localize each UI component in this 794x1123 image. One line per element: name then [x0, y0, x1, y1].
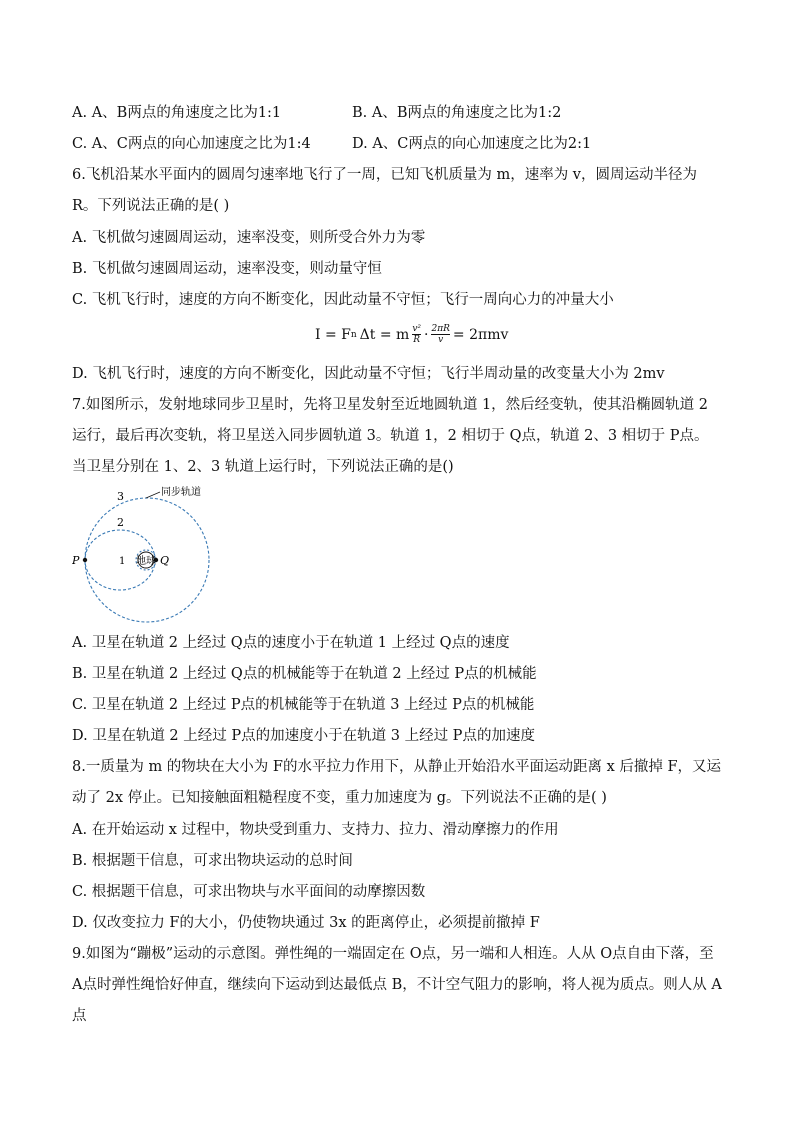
- sync-label-leader: [146, 492, 160, 498]
- formula-rhs: = 2πmv: [452, 326, 509, 343]
- fraction-v2-over-r: [412, 324, 421, 345]
- formula-mid: Δt = m: [359, 326, 410, 343]
- q6-formula: [315, 324, 508, 345]
- q8-option-c: C. 根据题干信息，可求出物块与水平面间的动摩擦因数: [72, 884, 426, 900]
- label-1: 1: [119, 556, 126, 567]
- q7-option-c: C. 卫星在轨道 2 上经过 P点的机械能等于在轨道 3 上经过 P点的机械能: [72, 697, 535, 713]
- label-sync-orbit: 同步轨道: [161, 487, 201, 498]
- orbit-diagram-svg: [72, 484, 222, 626]
- q6-option-b: B. 飞机做匀速圆周运动，速率没变，则动量守恒: [72, 261, 382, 277]
- formula-lhs: I = F: [315, 326, 351, 343]
- q6-option-d: D. 飞机飞行时，速度的方向不断变化，因此动量不守恒；飞行半周动量的改变量大小为 2mv: [72, 366, 665, 382]
- frac2-num: 2πR: [431, 324, 450, 334]
- orbit-diagram: [72, 484, 222, 626]
- formula-dot: ·: [424, 326, 429, 343]
- label-3: 3: [117, 490, 124, 503]
- q7-option-a: A. 卫星在轨道 2 上经过 Q点的速度小于在轨道 1 上经过 Q点的速度: [72, 635, 510, 651]
- label-earth: 地球: [136, 556, 156, 567]
- q5-option-d: D. A、C两点的向心加速度之比为2:1: [352, 136, 592, 152]
- q6-option-c: C. 飞机飞行时，速度的方向不断变化，因此动量不守恒；飞行一周向心力的冲量大小: [72, 292, 614, 308]
- q8-option-d: D. 仅改变拉力 F的大小，仍使物块通过 3x 的距离停止，必须提前撤掉 F: [72, 915, 540, 931]
- fraction-2pir-over-v: [431, 324, 449, 345]
- q5-option-c: C. A、C两点的向心加速度之比为1:4: [72, 136, 311, 152]
- q7-stem: 7.如图所示，发射地球同步卫星时，先将卫星发射至近地圆轨道 1，然后经变轨，使其沿椭圆轨道 2 运行，最后再次变轨，将卫星送入同步圆轨道 3。轨道 1，2 相切于 Q点，轨道 2、3 相切于 P点。当卫星分别在 1、2、3 轨道上运行时，下列说法正确的是(): [72, 397, 709, 475]
- frac1-den: R: [413, 335, 421, 345]
- label-p: P: [72, 554, 80, 567]
- formula-sub: n: [350, 329, 357, 340]
- q5-option-b: B. A、B两点的角速度之比为1:2: [352, 105, 562, 121]
- q7-option-d: D. 卫星在轨道 2 上经过 P点的加速度小于在轨道 3 上经过 P点的加速度: [72, 728, 535, 744]
- point-p-dot: [83, 558, 87, 562]
- q5-option-a: A. A、B两点的角速度之比为1:1: [72, 105, 282, 121]
- q8-option-b: B. 根据题干信息，可求出物块运动的总时间: [72, 853, 353, 869]
- q7-option-b: B. 卫星在轨道 2 上经过 Q点的机械能等于在轨道 2 上经过 P点的机械能: [72, 666, 537, 682]
- label-q: Q: [160, 554, 170, 567]
- q6-stem: 6.飞机沿某水平面内的圆周匀速率地飞行了一周，已知飞机质量为 m，速率为 v，圆周运动半径为 R。下列说法正确的是( ): [72, 167, 697, 214]
- q8-option-a: A. 在开始运动 x 过程中，物块受到重力、支持力、拉力、滑动摩擦力的作用: [72, 822, 559, 838]
- q6-option-a: A. 飞机做匀速圆周运动，速率没变，则所受合外力为零: [72, 230, 426, 246]
- label-2: 2: [117, 516, 124, 529]
- q8-stem: 8.一质量为 m 的物块在大小为 F的水平拉力作用下，从静止开始沿水平面运动距离 x 后撤掉 F，又运动了 2x 停止。已知接触面粗糙程度不变，重力加速度为 g。下列说法不正确的是( ): [72, 759, 722, 806]
- q9-stem: 9.如图为“蹦极”运动的示意图。弹性绳的一端固定在 O点，另一端和人相连。人从 O点自由下落，至 A点时弹性绳恰好伸直，继续向下运动到达最低点 B，不计空气阻力的影响，将人视为质点。则人从 A点: [72, 946, 722, 1024]
- frac1-num: v²: [412, 324, 422, 334]
- frac2-den: v: [438, 335, 444, 345]
